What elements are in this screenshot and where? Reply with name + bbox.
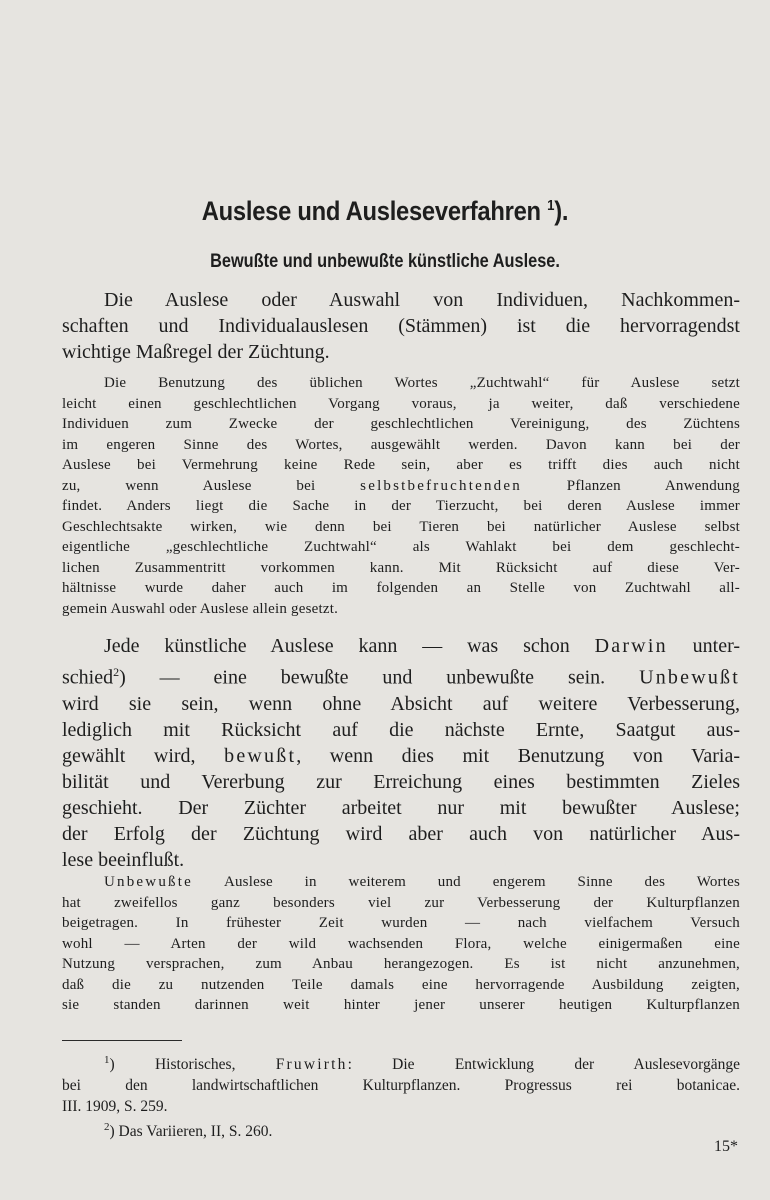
text-line: bei den landwirtschaftlichen Kulturpflanzen. Progressus rei botanicae. xyxy=(62,1077,740,1095)
text-line: beigetragen. In frühester Zeit wurden — nach vielfachem Versuch xyxy=(62,915,740,931)
footnotes xyxy=(62,1050,740,1142)
text-fragment: Pflanzen Anwendung xyxy=(566,477,740,494)
text-line: lichen Zusammentritt vorkommen kann. Mit Rücksicht auf diese Ver- xyxy=(62,559,740,576)
text-line: leicht einen geschlechtlichen Vorgang voraus, ja weiter, daß verschiedene xyxy=(62,395,740,412)
text-fragment: unter- xyxy=(692,635,740,657)
page-number: 15* xyxy=(714,1138,738,1155)
text-line xyxy=(62,872,740,893)
spaced-emphasis: Fruwirth xyxy=(275,1056,348,1074)
footnote-mark: 1 xyxy=(104,1054,110,1066)
footnote-2 xyxy=(62,1117,740,1142)
spaced-emphasis: Darwin xyxy=(594,635,668,657)
footnote-1 xyxy=(62,1050,740,1075)
closing-paragraph xyxy=(62,872,740,1016)
text-line: wohl — Arten der wild wachsenden Flora, welche einigermaßen eine xyxy=(62,935,740,952)
chapter-title-suffix: ). xyxy=(554,196,569,226)
text-line: wichtige Maßregel der Züchtung. xyxy=(62,341,330,363)
text-line xyxy=(62,659,740,691)
spaced-emphasis: bewußt xyxy=(224,744,297,767)
text-line: lediglich mit Rücksicht auf die nächste Ernte, Saatgut aus- xyxy=(62,718,740,741)
text-line: hältnisse wurde daher auch im folgenden an Stelle von Zuchtwahl all- xyxy=(62,580,740,596)
text-line: der Erfolg der Züchtung wird aber auch von natürlicher Aus- xyxy=(62,822,740,845)
note-paragraph xyxy=(62,373,740,619)
text-line: Auslese bei Vermehrung keine Rede sein, aber es trifft dies auch nicht xyxy=(62,457,740,473)
text-line: geschieht. Der Züchter arbeitet nur mit bewußter Auslese; xyxy=(62,796,740,819)
text-line: lese beeinflußt. xyxy=(62,848,185,871)
text-line: Individuen zum Zwecke der geschlechtlichen Vereinigung, des Züchtens xyxy=(62,416,740,432)
text-line: bilität und Vererbung zur Erreichung eines bestimmten Zieles xyxy=(62,770,740,793)
main-paragraph xyxy=(62,633,740,873)
text-line: gemein Auswahl oder Auslese allein gesetzt. xyxy=(62,600,339,617)
text-fragment: Auslese in weiterem und engerem Sinne des Wortes xyxy=(223,874,741,890)
footnote-ref-1: 1 xyxy=(547,197,555,214)
text-line: findet. Anders liegt die Sache in der Tierzucht, bei deren Auslese immer xyxy=(62,498,740,514)
text-line: sie standen darinnen weit hinter jener unserer heutigen Kulturpflanzen xyxy=(62,997,740,1013)
text-line xyxy=(62,633,740,659)
text-line xyxy=(62,476,740,497)
section-subtitle: Bewußte und unbewußte künstliche Auslese. xyxy=(210,251,560,272)
text-line: wird sie sein, wenn ohne Absicht auf weitere Verbesserung, xyxy=(62,692,740,715)
text-line: Die Auslese oder Auswahl von Individuen, Nachkommen- xyxy=(104,289,740,311)
text-line: eigentliche „geschlechtliche Zuchtwahl“ als Wahlakt bei dem geschlecht- xyxy=(62,539,740,555)
text-fragment: ) Historisches, xyxy=(109,1056,236,1074)
footnote-ref-2: 2 xyxy=(113,665,120,679)
text-fragment: zu, wenn Auslese bei xyxy=(62,477,316,494)
text-fragment: ) — eine bewußte und unbewußte sein. xyxy=(119,666,606,689)
text-line: Die Benutzung des üblichen Wortes „Zuchtwahl“ für Auslese setzt xyxy=(104,375,740,391)
text-fragment: gewählt wird, xyxy=(62,744,196,767)
spaced-emphasis: selbstbefruchtenden xyxy=(360,477,522,494)
text-line: III. 1909, S. 259. xyxy=(62,1098,168,1116)
text-fragment: : Die Entwicklung der Auslesevorgänge xyxy=(347,1056,741,1074)
intro-paragraph xyxy=(62,287,740,365)
text-line: hat zweifellos ganz besonders viel zur Verbesserung der Kulturpflanzen xyxy=(62,894,740,911)
footnote-divider xyxy=(62,1040,182,1041)
text-line: Nutzung versprachen, zum Anbau herangezogen. Es ist nicht anzunehmen, xyxy=(62,956,740,972)
text-line: Geschlechtsakte wirken, wie denn bei Tieren bei natürlicher Auslese selbst xyxy=(62,518,740,535)
text-line: schaften und Individualauslesen (Stämmen) ist die hervorragendst xyxy=(62,315,740,337)
text-line xyxy=(62,743,740,769)
spaced-emphasis: Unbewußt xyxy=(639,666,741,689)
footnote-mark: 2 xyxy=(104,1121,110,1134)
text-fragment: ) Das Variieren, II, S. 260. xyxy=(109,1123,273,1141)
text-line: im engeren Sinne des Wortes, ausgewählt werden. Davon kann bei der xyxy=(62,436,740,453)
text-fragment: , wenn dies mit Benutzung von Varia- xyxy=(296,744,740,767)
text-fragment: schied xyxy=(62,666,114,689)
text-fragment: Jede künstliche Auslese kann — was schon xyxy=(104,635,570,657)
text-line: daß die zu nutzenden Teile damals eine hervorragende Ausbildung zeigten, xyxy=(62,976,740,993)
chapter-title-text: Auslese und Ausleseverfahren xyxy=(201,196,541,226)
spaced-emphasis: Unbewußte xyxy=(104,874,193,890)
chapter-title xyxy=(46,196,724,227)
